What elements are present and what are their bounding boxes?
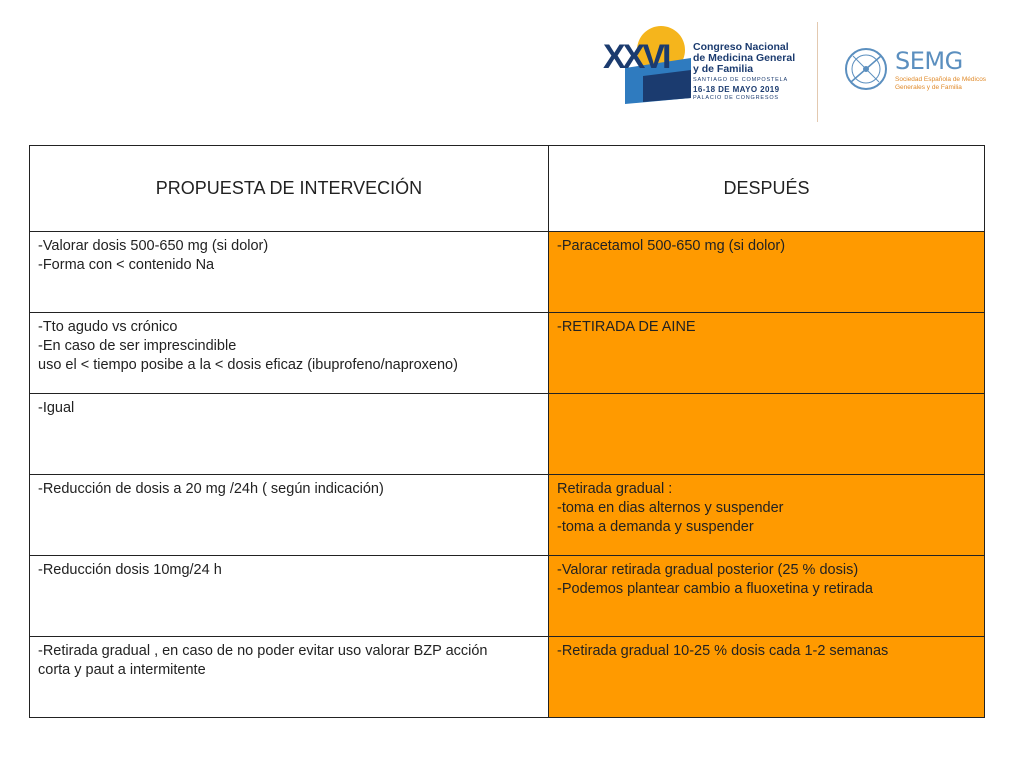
semg-emblem-icon	[843, 46, 889, 92]
cell-line: -Valorar dosis 500-650 mg (si dolor)	[38, 238, 269, 254]
cell-line: uso el < tiempo posibe a la < dosis eficaz (ibuprofeno/naproxeno)	[38, 357, 458, 373]
cell-line: -En caso de ser imprescindible	[38, 338, 237, 354]
cell-despues	[549, 637, 985, 718]
table-row	[30, 232, 985, 313]
cell-line: -toma a demanda y suspender	[557, 519, 754, 535]
cell-line: -RETIRADA DE AINE	[557, 319, 696, 335]
table-row	[30, 556, 985, 637]
congreso-details	[693, 77, 788, 102]
cell-propuesta	[30, 313, 549, 394]
cell-propuesta	[30, 475, 549, 556]
table-row	[30, 475, 985, 556]
semg-acronym: SEMG	[895, 47, 963, 75]
cell-despues	[549, 556, 985, 637]
congreso-venue: PALACIO DE CONGRESOS	[693, 95, 779, 101]
cell-propuesta	[30, 637, 549, 718]
cell-despues	[549, 313, 985, 394]
logo-divider	[817, 22, 818, 122]
cell-line: -Retirada gradual , en caso de no poder evitar uso valorar BZP acción	[38, 643, 488, 659]
cell-line: -Reducción dosis 10mg/24 h	[38, 562, 222, 578]
congreso-location: SANTIAGO DE COMPOSTELA	[693, 77, 788, 83]
cell-despues	[549, 232, 985, 313]
semg-logo	[843, 46, 987, 96]
semg-subtitle	[895, 76, 986, 92]
congreso-logo	[603, 24, 803, 104]
cell-line: -Valorar retirada gradual posterior (25 % dosis)	[557, 562, 859, 578]
congreso-title-line: y de Familia	[693, 63, 754, 75]
table-header-row	[30, 146, 985, 232]
table-row	[30, 394, 985, 475]
cell-line: corta y paut a intermitente	[38, 662, 206, 678]
congreso-emblem-icon	[603, 24, 693, 104]
cell-despues	[549, 394, 985, 475]
cell-despues	[549, 475, 985, 556]
semg-subtitle-line: Generales y de Familia	[895, 84, 962, 91]
congreso-numeral: XXVI	[603, 38, 669, 76]
cell-line: -Retirada gradual 10-25 % dosis cada 1-2 semanas	[557, 643, 889, 659]
intervention-table	[29, 145, 985, 718]
congreso-title-line: Congreso Nacional	[693, 41, 789, 53]
semg-subtitle-line: Sociedad Española de Médicos	[895, 76, 987, 83]
header-despues: DESPUÉS	[549, 146, 985, 232]
cell-propuesta	[30, 394, 549, 475]
cell-line: Retirada gradual :	[557, 481, 673, 497]
cell-line: -toma en dias alternos y suspender	[557, 500, 784, 516]
table-row	[30, 637, 985, 718]
cell-line: -Igual	[38, 400, 75, 416]
congreso-title-line: de Medicina General	[693, 52, 796, 64]
cell-line: -Reducción de dosis a 20 mg /24h ( según indicación)	[38, 481, 384, 497]
cell-propuesta	[30, 556, 549, 637]
header-propuesta: PROPUESTA DE INTERVECIÓN	[30, 146, 549, 232]
congreso-dates: 16-18 DE MAYO 2019	[693, 85, 780, 94]
cell-line: -Forma con < contenido Na	[38, 257, 215, 273]
cell-line: -Podemos plantear cambio a fluoxetina y retirada	[557, 581, 873, 597]
cell-propuesta	[30, 232, 549, 313]
congreso-title	[693, 42, 795, 75]
cell-line: -Tto agudo vs crónico	[38, 319, 178, 335]
cell-line: -Paracetamol 500-650 mg (si dolor)	[557, 238, 786, 254]
table-row	[30, 313, 985, 394]
